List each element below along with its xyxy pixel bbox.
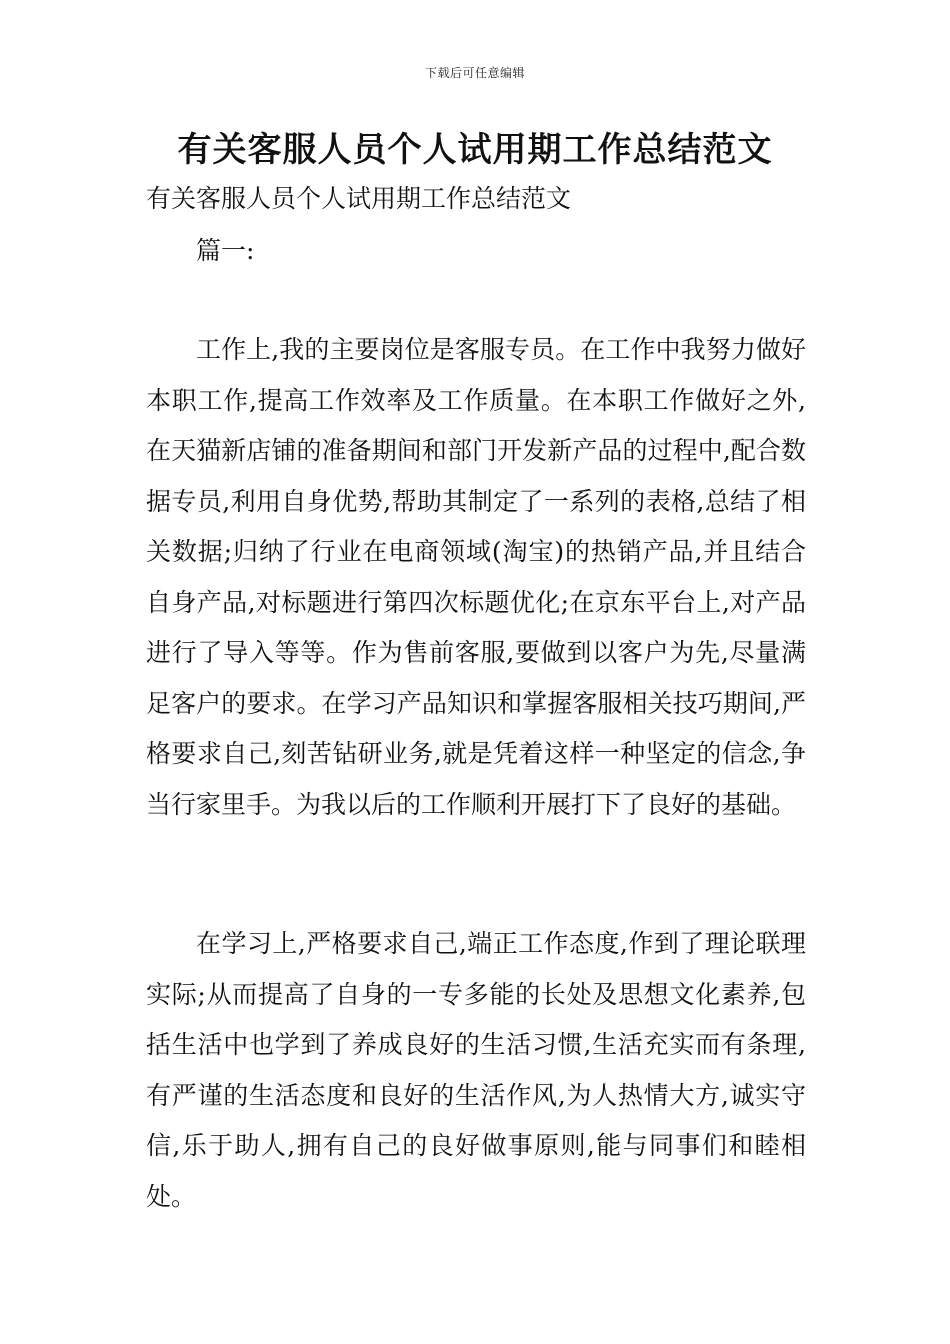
document-subtitle: 有关客服人员个人试用期工作总结范文 <box>146 184 572 213</box>
document-title: 有关客服人员个人试用期工作总结范文 <box>177 130 773 170</box>
header-note: 下载后可任意编辑 <box>424 66 525 80</box>
paragraph-work: 工作上,我的主要岗位是客服专员。在工作中我努力做好本职工作,提高工作效率及工作质量。在本职工作做好之外,在天猫新店铺的准备期间和部门开发新产品的过程中,配合数据专员,利用自身优势,帮助其制定了一系列的表格,总结了相关数据;归纳了行业在电商领域(淘宝)的热销产品,并且结合自身产品,对标题进行第四次标题优化;在京东平台上,对产品进行了导入等等。作为售前客服,要做到以客户为先,尽量满足客户的要求。在学习产品知识和掌握客服相关技巧期间,严格要求自己,刻苦钻研业务,就是凭着这样一种坚定的信念,争当行家里手。为我以后的工作顺利开展打下了良好的基础。 <box>146 335 806 819</box>
paragraph-study: 在学习上,严格要求自己,端正工作态度,作到了理论联理实际;从而提高了自身的一专多能的长处及思想文化素养,包括生活中也学到了养成良好的生活习惯,生活充实而有条理,有严谨的生活态度和良好的生活作风,为人热情大方,诚实守信,乐于助人,拥有自己的良好做事原则,能与同事们和睦相处。 <box>146 929 806 1211</box>
section-label: 篇一: <box>196 236 255 265</box>
